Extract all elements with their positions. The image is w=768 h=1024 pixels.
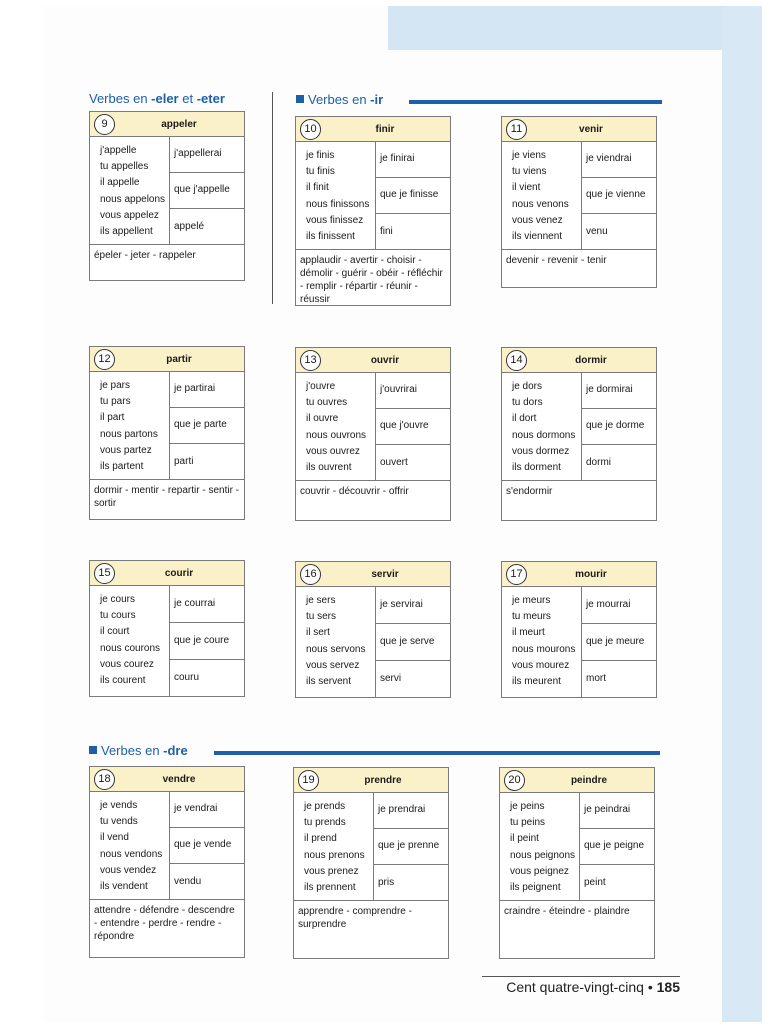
conjugation-line: nous mourons xyxy=(512,643,576,655)
present-conjugation xyxy=(502,142,582,249)
conjugation-line: tu meurs xyxy=(512,611,551,623)
conjugation-line: tu pars xyxy=(100,396,131,408)
future-form xyxy=(376,142,450,178)
future-form xyxy=(170,372,244,408)
future-form xyxy=(582,373,656,409)
past-participle xyxy=(374,865,448,900)
future-form-text: je prendrai xyxy=(378,804,426,816)
section-square-icon xyxy=(296,95,304,103)
verb-infinitive: finir xyxy=(375,124,395,135)
future-form xyxy=(374,793,448,829)
conjugation-line: vous partez xyxy=(100,444,152,456)
present-conjugation xyxy=(90,792,170,899)
verb-card-header xyxy=(296,117,450,142)
other-forms xyxy=(170,792,244,899)
conjugation-line: nous courons xyxy=(100,642,161,654)
conjugation-line: il sert xyxy=(306,627,330,639)
verb-card-body xyxy=(500,793,654,901)
verb-card-venir xyxy=(501,116,657,288)
future-form-text: j'ouvrirai xyxy=(380,384,417,396)
past-participle xyxy=(582,214,656,249)
page-edge-decoration xyxy=(722,6,762,1022)
conjugation-line: il peint xyxy=(510,833,539,845)
subjunctive-form-text: que je finisse xyxy=(380,189,439,201)
past-participle xyxy=(170,444,244,479)
subjunctive-form-text: que je vende xyxy=(174,839,232,851)
verb-card-mourir xyxy=(501,561,657,698)
other-forms xyxy=(580,793,654,900)
subjunctive-form xyxy=(582,624,656,661)
subjunctive-form xyxy=(376,409,450,445)
past-participle-text: parti xyxy=(174,455,194,467)
conjugation-line: ils vendent xyxy=(100,880,148,892)
past-participle-text: couru xyxy=(174,671,200,683)
verb-card-body xyxy=(296,373,450,481)
subjunctive-form xyxy=(376,624,450,661)
conjugation-line: tu finis xyxy=(306,166,335,178)
verb-number-badge: 16 xyxy=(300,564,321,585)
verb-card-body xyxy=(90,137,244,245)
section-connector: et xyxy=(178,91,197,106)
conjugation-line: ils meurent xyxy=(512,675,561,687)
past-participle-text: mort xyxy=(586,672,606,684)
conjugation-line: il meurt xyxy=(512,627,545,639)
past-participle xyxy=(170,864,244,899)
page-footer xyxy=(482,976,680,995)
conjugation-line: tu cours xyxy=(100,610,136,622)
conjugation-line: ils peignent xyxy=(510,881,561,893)
verb-card-ouvrir xyxy=(295,347,451,521)
section-suffix-eter: -eter xyxy=(196,91,225,106)
conjugation-line: ils courent xyxy=(100,674,146,686)
column-separator xyxy=(272,92,273,304)
conjugation-line: je vends xyxy=(100,800,138,811)
subjunctive-form-text: que je dorme xyxy=(586,420,645,432)
future-form xyxy=(376,373,450,409)
verb-card-dormir xyxy=(501,347,657,521)
past-participle-text: ouvert xyxy=(380,456,408,468)
conjugation-line: vous servez xyxy=(306,659,360,671)
conjugation-line: j'ouvre xyxy=(306,381,336,392)
subjunctive-form xyxy=(170,408,244,444)
verb-infinitive: peindre xyxy=(570,775,608,786)
subjunctive-form-text: que je vienne xyxy=(586,189,646,201)
verb-infinitive: venir xyxy=(579,124,603,135)
similar-verbs: applaudir - avertir - choisir - démolir - guérir - obéir - réfléchir - remplir - répartir - réunir - réussir xyxy=(300,255,443,306)
subjunctive-form xyxy=(374,829,448,865)
similar-verbs: s'endormir xyxy=(506,486,553,498)
future-form xyxy=(580,793,654,829)
past-participle xyxy=(376,445,450,480)
verb-card-body xyxy=(502,587,656,697)
conjugation-line: je sers xyxy=(306,595,336,606)
conjugation-line: il part xyxy=(100,412,125,424)
verb-card-body xyxy=(502,373,656,481)
conjugation-line: ils finissent xyxy=(306,230,355,242)
conjugation-line: il appelle xyxy=(100,177,140,189)
verb-card-body xyxy=(90,586,244,696)
future-form-text: je servirai xyxy=(380,598,423,610)
section-rule-ir xyxy=(409,100,662,104)
future-form-text: je peindrai xyxy=(584,804,631,816)
similar-verbs: devenir - revenir - tenir xyxy=(506,255,607,267)
conjugation-line: ils partent xyxy=(100,460,144,472)
present-conjugation xyxy=(90,372,170,479)
past-participle-text: dormi xyxy=(586,456,612,468)
conjugation-line: il prend xyxy=(304,833,337,845)
conjugation-line: nous appelons xyxy=(100,193,166,205)
conjugation-line: tu prends xyxy=(304,817,346,829)
present-conjugation xyxy=(502,587,582,697)
conjugation-line: nous venons xyxy=(512,198,569,210)
verb-number-badge: 15 xyxy=(94,563,115,584)
verb-card-courir xyxy=(89,560,245,697)
subjunctive-form-text: que je prenne xyxy=(378,840,440,852)
conjugation-line: vous prenez xyxy=(304,865,359,877)
verb-card-header xyxy=(502,562,656,587)
conjugation-line: je prends xyxy=(304,801,346,812)
future-form-text: je vendrai xyxy=(174,803,218,815)
conjugation-line: vous venez xyxy=(512,214,563,226)
section-suffix-eler: -eler xyxy=(151,91,179,106)
verb-infinitive: servir xyxy=(371,569,399,580)
present-conjugation xyxy=(90,586,170,696)
past-participle-text: vendu xyxy=(174,875,202,887)
page-corner-decoration xyxy=(388,6,722,50)
similar-verbs: craindre - éteindre - plaindre xyxy=(504,906,630,918)
other-forms xyxy=(170,372,244,479)
verb-infinitive: ouvrir xyxy=(370,355,400,366)
past-participle xyxy=(582,445,656,480)
verb-number-badge: 10 xyxy=(300,119,321,140)
verb-number-badge: 20 xyxy=(504,770,525,791)
verb-card-vendre xyxy=(89,766,245,958)
future-form xyxy=(170,586,244,623)
section-title-dre xyxy=(89,743,188,758)
other-forms xyxy=(582,373,656,480)
future-form-text: je courrai xyxy=(174,597,216,609)
present-conjugation xyxy=(502,373,582,480)
subjunctive-form-text: que je coure xyxy=(174,634,230,646)
past-participle-text: peint xyxy=(584,876,606,888)
other-forms xyxy=(376,142,450,249)
present-conjugation xyxy=(296,142,376,249)
conjugation-line: tu dors xyxy=(512,397,543,409)
present-conjugation xyxy=(500,793,580,900)
section-rule-dre xyxy=(214,751,660,755)
past-participle xyxy=(170,209,244,244)
section-title-eler-eter xyxy=(89,91,225,106)
section-title-ir xyxy=(296,92,383,107)
conjugation-line: je meurs xyxy=(512,595,551,606)
conjugation-line: je dors xyxy=(512,381,543,392)
conjugation-line: nous dormons xyxy=(512,429,576,441)
conjugation-line: vous ouvrez xyxy=(306,445,360,457)
future-form xyxy=(170,137,244,173)
conjugation-line: nous vendons xyxy=(100,848,163,860)
other-forms xyxy=(582,587,656,697)
verb-infinitive: vendre xyxy=(162,774,196,785)
conjugation-line: je peins xyxy=(510,801,545,812)
verb-number-badge: 13 xyxy=(300,350,321,371)
conjugation-line: vous vendez xyxy=(100,864,157,876)
verb-number-badge: 19 xyxy=(298,770,319,791)
verb-card-header xyxy=(502,117,656,142)
verb-number-badge: 17 xyxy=(506,564,527,585)
subjunctive-form xyxy=(170,623,244,660)
conjugation-line: il court xyxy=(100,626,130,638)
similar-verbs: dormir - mentir - repartir - sentir - sortir xyxy=(94,485,240,510)
subjunctive-form-text: que je serve xyxy=(380,635,435,647)
verb-card-body xyxy=(90,792,244,900)
conjugation-line: il ouvre xyxy=(306,413,339,425)
similar-verbs: apprendre - comprendre - surprendre xyxy=(298,906,412,931)
conjugation-line: tu appelles xyxy=(100,161,149,173)
verb-infinitive: appeler xyxy=(161,119,197,130)
conjugation-line: tu vends xyxy=(100,816,138,828)
conjugation-line: ils prennent xyxy=(304,881,356,893)
verb-card-prendre xyxy=(293,767,449,959)
verb-card-peindre xyxy=(499,767,655,959)
conjugation-line: vous mourez xyxy=(512,659,570,671)
verb-card-servir xyxy=(295,561,451,698)
past-participle-text: appelé xyxy=(174,220,205,232)
verb-infinitive: courir xyxy=(164,568,194,579)
conjugation-line: vous peignez xyxy=(510,865,569,877)
other-forms xyxy=(582,142,656,249)
conjugation-line: tu sers xyxy=(306,611,337,623)
conjugation-line: nous prenons xyxy=(304,849,365,861)
subjunctive-form-text: que j'ouvre xyxy=(380,420,429,432)
past-participle-text: pris xyxy=(378,876,395,888)
conjugation-line: tu peins xyxy=(510,817,546,829)
verb-infinitive: partir xyxy=(166,354,192,365)
conjugation-line: je pars xyxy=(100,380,131,391)
section-prefix: Verbes en xyxy=(89,91,152,106)
verb-infinitive: prendre xyxy=(364,775,402,786)
similar-verbs: épeler - jeter - rappeler xyxy=(94,250,196,262)
past-participle-text: venu xyxy=(586,225,608,237)
past-participle xyxy=(376,661,450,697)
conjugation-line: vous courez xyxy=(100,658,154,670)
conjugation-line: nous finissons xyxy=(306,198,370,210)
conjugation-line: nous servons xyxy=(306,643,366,655)
verb-card-header xyxy=(502,348,656,373)
future-form xyxy=(376,587,450,624)
subjunctive-form xyxy=(580,829,654,865)
verb-card-partir xyxy=(89,346,245,520)
other-forms xyxy=(170,137,244,244)
subjunctive-form xyxy=(582,409,656,445)
subjunctive-form xyxy=(170,173,244,209)
verb-number-badge: 14 xyxy=(506,350,527,371)
conjugation-line: il finit xyxy=(306,182,329,194)
similar-verbs: attendre - défendre - descendre - entendre - perdre - rendre - répondre xyxy=(94,905,235,943)
verb-card-body xyxy=(90,372,244,480)
subjunctive-form-text: que j'appelle xyxy=(174,184,230,196)
section-square-icon xyxy=(89,746,97,754)
other-forms xyxy=(374,793,448,900)
past-participle xyxy=(582,661,656,697)
verb-card-body xyxy=(294,793,448,901)
future-form-text: je viendrai xyxy=(586,153,632,165)
verb-card-header xyxy=(294,768,448,793)
verb-card-finir xyxy=(295,116,451,306)
conjugation-line: nous ouvrons xyxy=(306,429,367,441)
conjugation-line: ils ouvrent xyxy=(306,461,352,473)
section-prefix: Verbes en xyxy=(308,92,371,107)
conjugation-line: tu viens xyxy=(512,166,547,178)
conjugation-line: il vient xyxy=(512,182,541,194)
conjugation-line: tu ouvres xyxy=(306,397,348,409)
conjugation-line: ils servent xyxy=(306,675,352,687)
footer-text: Cent quatre-vingt-cinq • xyxy=(506,979,657,995)
past-participle xyxy=(580,865,654,900)
conjugation-line: ils dorment xyxy=(512,461,561,473)
section-suffix: -dre xyxy=(163,743,188,758)
verb-card-header xyxy=(296,348,450,373)
conjugation-line: nous partons xyxy=(100,428,158,440)
verb-number-badge: 9 xyxy=(94,114,115,135)
verb-number-badge: 11 xyxy=(506,119,527,140)
subjunctive-form-text: que je peigne xyxy=(584,840,645,852)
verb-card-header xyxy=(90,112,244,137)
other-forms xyxy=(376,587,450,697)
verb-card-header xyxy=(90,767,244,792)
future-form-text: je partirai xyxy=(174,383,216,395)
other-forms xyxy=(170,586,244,696)
section-prefix: Verbes en xyxy=(101,743,164,758)
verb-card-header xyxy=(500,768,654,793)
other-forms xyxy=(376,373,450,480)
present-conjugation xyxy=(296,373,376,480)
subjunctive-form-text: que je meure xyxy=(586,635,645,647)
future-form-text: je dormirai xyxy=(586,384,633,396)
conjugation-line: j'appelle xyxy=(100,145,137,156)
verb-number-badge: 18 xyxy=(94,769,115,790)
conjugation-line: vous appelez xyxy=(100,209,159,221)
conjugation-line: ils appellent xyxy=(100,225,153,237)
verb-card-body xyxy=(296,142,450,250)
conjugation-line: je viens xyxy=(512,150,546,161)
section-suffix: -ir xyxy=(370,92,384,107)
conjugation-line: ils viennent xyxy=(512,230,563,242)
conjugation-line: il dort xyxy=(512,413,537,425)
future-form xyxy=(170,792,244,828)
verb-card-header xyxy=(90,347,244,372)
verb-infinitive: dormir xyxy=(575,355,607,366)
past-participle-text: servi xyxy=(380,672,402,684)
verb-card-body xyxy=(502,142,656,250)
verb-card-header xyxy=(296,562,450,587)
verb-infinitive: mourir xyxy=(575,569,607,580)
past-participle xyxy=(376,214,450,249)
page-number: 185 xyxy=(656,979,680,995)
conjugation-line: je cours xyxy=(100,594,136,605)
verb-card-header xyxy=(90,561,244,586)
conjugation-line: il vend xyxy=(100,832,129,844)
past-participle-text: fini xyxy=(380,225,393,237)
future-form-text: je finirai xyxy=(380,153,415,165)
present-conjugation xyxy=(294,793,374,900)
future-form xyxy=(582,142,656,178)
similar-verbs: couvrir - découvrir - offrir xyxy=(300,486,409,498)
subjunctive-form-text: que je parte xyxy=(174,419,227,431)
subjunctive-form xyxy=(170,828,244,864)
conjugation-line: vous finissez xyxy=(306,214,364,226)
verb-card-appeler xyxy=(89,111,245,281)
subjunctive-form xyxy=(582,178,656,214)
conjugation-line: je finis xyxy=(306,150,335,161)
conjugation-line: vous dormez xyxy=(512,445,570,457)
present-conjugation xyxy=(90,137,170,244)
present-conjugation xyxy=(296,587,376,697)
conjugation-line: nous peignons xyxy=(510,849,576,861)
subjunctive-form xyxy=(376,178,450,214)
verb-card-body xyxy=(296,587,450,697)
verb-number-badge: 12 xyxy=(94,349,115,370)
future-form-text: j'appellerai xyxy=(174,148,222,160)
past-participle xyxy=(170,660,244,696)
future-form xyxy=(582,587,656,624)
future-form-text: je mourrai xyxy=(586,598,631,610)
